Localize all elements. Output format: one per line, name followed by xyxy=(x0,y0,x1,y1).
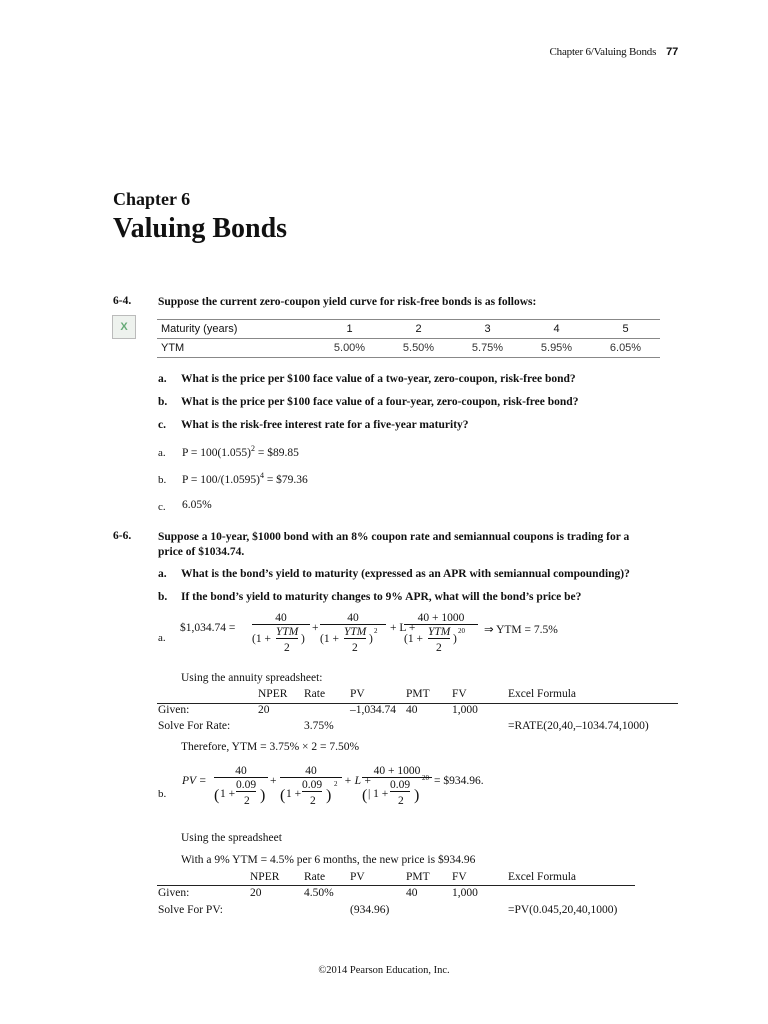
table-cell: 2 xyxy=(384,320,453,339)
new-price-note: With a 9% YTM = 4.5% per 6 months, the new price is $934.96 xyxy=(181,854,476,866)
part-text: What is the bond’s yield to maturity (expressed as an APR with semiannual compounding)? xyxy=(181,568,630,580)
cell-rate: 3.75% xyxy=(304,720,334,732)
part-label: c. xyxy=(158,419,166,431)
page-number: 77 xyxy=(666,46,678,58)
table-header-label: Maturity (years) xyxy=(157,320,315,339)
col-pmt: PMT xyxy=(406,871,430,883)
chapter-label: Chapter 6 xyxy=(113,189,191,209)
excel-icon: X xyxy=(112,315,136,339)
table-cell: 3 xyxy=(453,320,522,339)
row-label: Solve For Rate: xyxy=(158,720,231,732)
col-rate: Rate xyxy=(304,871,326,883)
running-header xyxy=(550,46,678,58)
answer-label: a. xyxy=(158,632,166,644)
cell-formula: =PV(0.045,20,40,1000) xyxy=(508,904,618,916)
chapter-title: Valuing Bonds xyxy=(113,213,288,244)
pv-equation: PV = 40 ( 1 + 0.09 2 ) + 40 ( 1 + 0.09 2 ) 2 + L + 40 + 1000 ( | 1 + 0.09 2 ) 20 = $934.96. xyxy=(182,765,484,807)
answer-label: b. xyxy=(158,788,167,800)
table-cell: 1 xyxy=(315,320,384,339)
answer-b: $P = 100/(1.0595)^4$ = $79.36 xyxy=(182,471,308,486)
answer-c: 6.05% xyxy=(182,499,212,511)
answer-label: b. xyxy=(158,474,167,486)
row-label: Given: xyxy=(158,704,190,716)
col-nper: NPER xyxy=(250,871,280,883)
table-cell: 5.95% xyxy=(522,339,591,358)
row-label: Solve For PV: xyxy=(158,904,223,916)
col-fv: FV xyxy=(452,871,467,883)
col-fv: FV xyxy=(452,688,467,700)
copyright-footer: ©2014 Pearson Education, Inc. xyxy=(318,965,450,976)
part-label: b. xyxy=(158,396,168,408)
question-number: 6-4. xyxy=(113,295,132,307)
col-rate: Rate xyxy=(304,688,326,700)
table-cell: 6.05% xyxy=(591,339,660,358)
cell-pmt: 40 xyxy=(406,704,418,716)
question-text-line1: Suppose a 10-year, $1000 bond with an 8% coupon rate and semiannual coupons is trading for a xyxy=(158,531,630,543)
cell-fv: 1,000 xyxy=(452,704,478,716)
table-cell: 5.50% xyxy=(384,339,453,358)
part-text: What is the price per $100 face value of a four-year, zero-coupon, risk-free bond? xyxy=(181,396,579,408)
cell-pmt: 40 xyxy=(406,887,418,899)
part-text: What is the risk-free interest rate for a five-year maturity? xyxy=(181,419,469,431)
col-excel-formula: Excel Formula xyxy=(508,871,577,883)
part-text: What is the price per $100 face value of a two-year, zero-coupon, risk-free bond? xyxy=(181,373,576,385)
col-nper: NPER xyxy=(258,688,288,700)
answer-label: a. xyxy=(158,447,166,459)
part-label: b. xyxy=(158,591,168,603)
table-row-label: YTM xyxy=(157,339,315,358)
answer-label: c. xyxy=(158,501,166,513)
spreadsheet-intro: Using the spreadsheet xyxy=(181,832,282,844)
part-text: If the bond’s yield to maturity changes to 9% APR, what will the bond’s price be? xyxy=(181,591,582,603)
cell-formula: =RATE(20,40,–1034.74,1000) xyxy=(508,720,649,732)
table-cell: 5.75% xyxy=(453,339,522,358)
cell-nper: 20 xyxy=(250,887,262,899)
col-excel-formula: Excel Formula xyxy=(508,688,577,700)
table-cell: 4 xyxy=(522,320,591,339)
ytm-equation: $1,034.74 = 40 (1 + YTM 2 ) + 40 (1 + YTM 2 ) 2 + L + 40 + 1000 (1 + YTM 2 ) 20 ⇒ YTM = 7.5% xyxy=(180,612,558,654)
row-label: Given: xyxy=(158,887,190,899)
answer-a: $P = 100(1.055)^2$ = $89.85 xyxy=(182,444,299,459)
yield-curve-table xyxy=(157,319,660,358)
cell-pv: (934.96) xyxy=(350,904,390,916)
question-text: Suppose the current zero-coupon yield curve for risk-free bonds is as follows: xyxy=(158,296,537,308)
col-pmt: PMT xyxy=(406,688,430,700)
col-pv: PV xyxy=(350,688,365,700)
table-cell: 5 xyxy=(591,320,660,339)
question-number: 6-6. xyxy=(113,530,132,542)
table-cell: 5.00% xyxy=(315,339,384,358)
cell-fv: 1,000 xyxy=(452,887,478,899)
table-rule xyxy=(157,885,635,886)
cell-rate: 4.50% xyxy=(304,887,334,899)
col-pv: PV xyxy=(350,871,365,883)
question-text-line2: price of $1034.74. xyxy=(158,546,245,558)
cell-pv: –1,034.74 xyxy=(350,704,396,716)
part-label: a. xyxy=(158,373,167,385)
part-label: a. xyxy=(158,568,167,580)
cell-nper: 20 xyxy=(258,704,270,716)
running-title: Chapter 6/Valuing Bonds xyxy=(549,46,657,58)
therefore-line: Therefore, YTM = 3.75% × 2 = 7.50% xyxy=(181,741,360,753)
spreadsheet-intro: Using the annuity spreadsheet: xyxy=(181,672,323,684)
